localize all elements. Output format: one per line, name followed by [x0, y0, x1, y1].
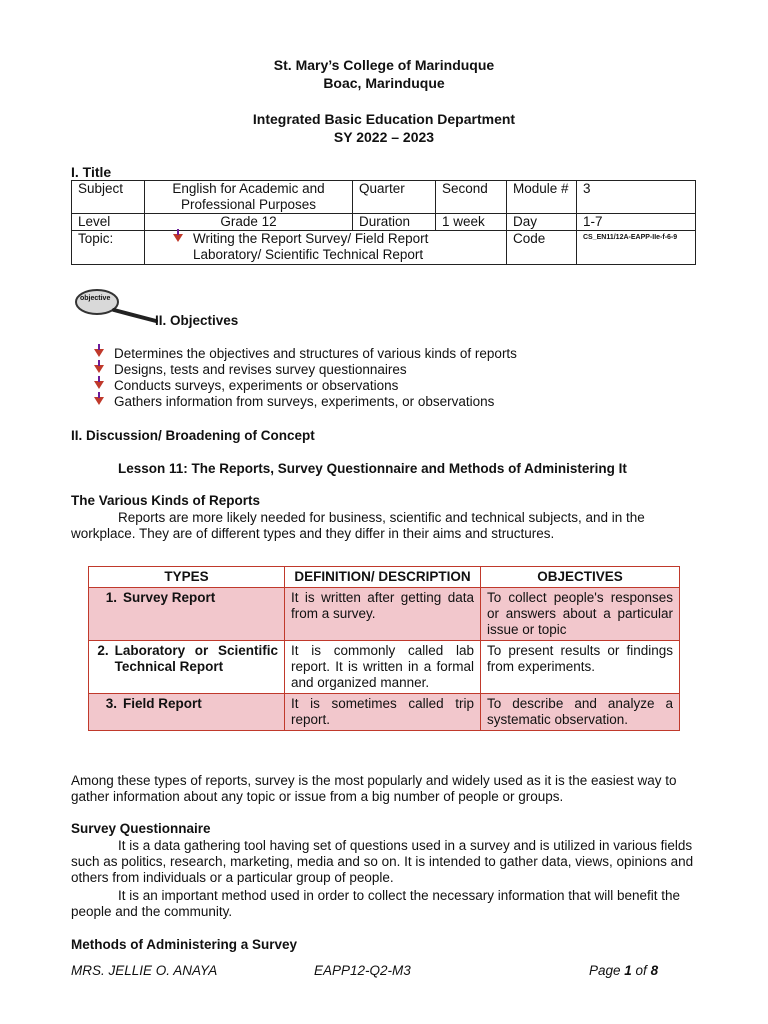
- arrow-bullet-icon: [94, 397, 104, 405]
- school-year: SY 2022 – 2023: [333, 129, 435, 145]
- school-name: St. Mary’s College of Marinduque: [273, 57, 495, 73]
- page-number: 1: [624, 963, 632, 978]
- page-of: of: [631, 963, 651, 978]
- row-number: 2.: [97, 643, 109, 658]
- list-item: Conducts surveys, experiments or observations: [94, 378, 517, 394]
- level-label: Level: [72, 214, 145, 231]
- topic-label: Topic:: [72, 231, 145, 265]
- survey-paragraph-2: It is an important method used in order to collect the necessary information that will benefit the people and the community.: [71, 888, 681, 919]
- report-objective: To present results or findings from experiments.: [481, 641, 680, 694]
- department-name: Integrated Basic Education Department: [252, 111, 516, 127]
- level-value: Grade 12: [145, 214, 353, 231]
- topic-value: [145, 231, 507, 265]
- arrow-bullet-icon: [173, 234, 183, 242]
- list-item: Determines the objectives and structures of various kinds of reports: [94, 346, 517, 362]
- report-definition: It is written after getting data from a survey.: [285, 588, 481, 641]
- quarter-label: Quarter: [353, 181, 436, 214]
- arrow-bullet-icon: [94, 349, 104, 357]
- survey-paragraph-1: It is a data gathering tool having set of questions used in a survey and is utilized in various fields such as politics, research, marketing, media and so on. It is intended to gather data, views, opinions and others from individuals or a particular group of people.: [71, 838, 694, 885]
- report-objective: To collect people's responses or answers about a particular issue or topic: [481, 588, 680, 641]
- row-number: 1.: [105, 590, 117, 605]
- day-label: Day: [507, 214, 577, 231]
- arrow-bullet-icon: [94, 365, 104, 373]
- report-definition: It is sometimes called trip report.: [285, 694, 481, 731]
- objectives-header: OBJECTIVES: [481, 567, 680, 588]
- survey-heading: Survey Questionnaire: [71, 821, 211, 836]
- footer-code: EAPP12-Q2-M3: [314, 963, 411, 978]
- report-type: Laboratory or Scientific Technical Report: [114, 643, 278, 674]
- duration-label: Duration: [353, 214, 436, 231]
- footer-author: MRS. JELLIE O. ANAYA: [71, 963, 218, 978]
- objectives-list: [94, 346, 517, 410]
- section-title: I. Title: [71, 164, 112, 180]
- among-paragraph: Among these types of reports, survey is the most popularly and widely used as it is the easiest way to gather information about any topic or issue from a big number of people or groups.: [71, 773, 677, 804]
- subject-label: Subject: [72, 181, 145, 214]
- table-row: [89, 694, 680, 731]
- table-row: [89, 588, 680, 641]
- quarter-value: Second: [436, 181, 507, 214]
- types-header: TYPES: [89, 567, 285, 588]
- objective-badge-text: objective: [80, 295, 111, 302]
- page-prefix: Page: [589, 963, 625, 978]
- kinds-heading: The Various Kinds of Reports: [71, 493, 261, 508]
- topic-line-1: Writing the Report Survey/ Field Report: [193, 231, 429, 246]
- row-number: 3.: [105, 696, 117, 711]
- report-definition: It is commonly called lab report. It is written in a formal and organized manner.: [285, 641, 481, 694]
- code-label: Code: [507, 231, 577, 265]
- subject-value: English for Academic and Professional Purposes: [145, 181, 353, 214]
- arrow-bullet-icon: [94, 381, 104, 389]
- duration-value: 1 week: [436, 214, 507, 231]
- day-value: 1-7: [577, 214, 696, 231]
- discussion-heading: II. Discussion/ Broadening of Concept: [71, 428, 315, 443]
- school-location: Boac, Marinduque: [323, 75, 445, 91]
- kinds-paragraph: Reports are more likely needed for business, scientific and technical subjects, and in the workplace. They are of different types and they differ in their aims and structures.: [71, 510, 645, 541]
- module-label: Module #: [507, 181, 577, 214]
- footer-page: [589, 963, 658, 978]
- list-item: Gathers information from surveys, experiments, or observations: [94, 394, 517, 410]
- topic-line-2: Laboratory/ Scientific Technical Report: [193, 247, 424, 262]
- report-type: Field Report: [123, 696, 202, 711]
- report-type: Survey Report: [123, 590, 216, 605]
- code-value: CS_EN11/12A-EAPP-IIe-f-6-9: [577, 231, 696, 265]
- list-item: Designs, tests and revises survey questionnaires: [94, 362, 517, 378]
- lesson-title: Lesson 11: The Reports, Survey Questionnaire and Methods of Administering It: [118, 461, 627, 476]
- page-total: 8: [650, 963, 659, 978]
- report-objective: To describe and analyze a systematic observation.: [481, 694, 680, 731]
- definition-header: DEFINITION/ DESCRIPTION: [285, 567, 481, 588]
- module-value: 3: [577, 181, 696, 214]
- report-types-table: [88, 566, 680, 731]
- table-row: [89, 641, 680, 694]
- module-info-table: [71, 180, 696, 265]
- methods-heading: Methods of Administering a Survey: [71, 937, 298, 952]
- objectives-heading: II. Objectives: [155, 313, 239, 328]
